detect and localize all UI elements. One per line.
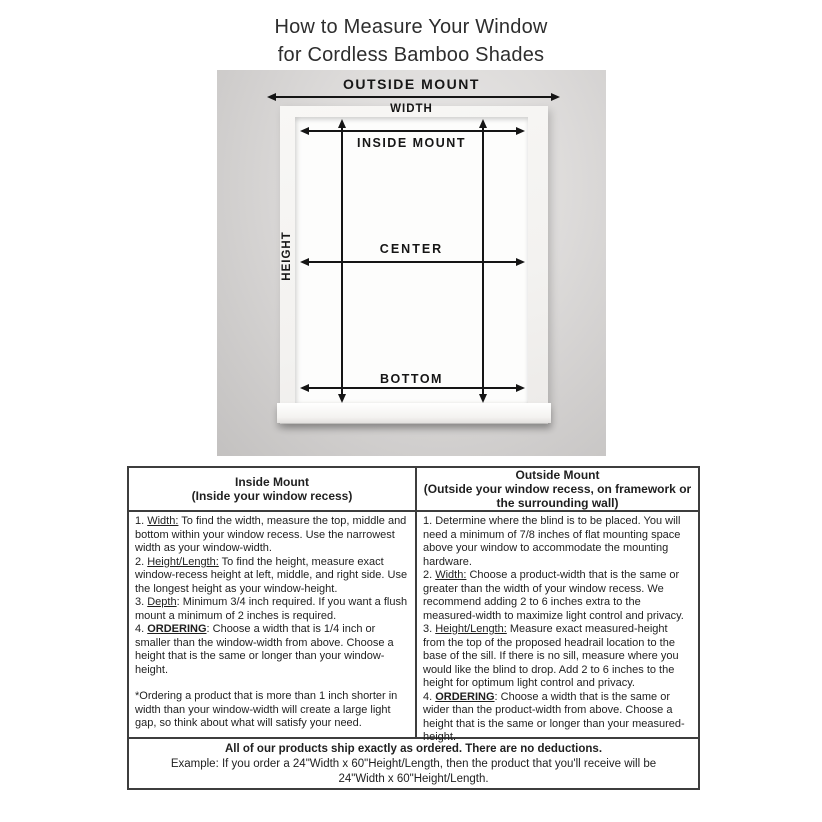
footer-bold-line: All of our products ship exactly as ordered. There are no deductions. (224, 743, 603, 755)
inside-mount-header (129, 468, 417, 510)
instruction-term: ORDERING (147, 623, 207, 635)
instruction-item: 3. Depth: Minimum 3/4 inch required. If you want a flush mount a minimum of 2 inches is required. (135, 596, 408, 622)
outside-mount-instructions (423, 515, 692, 745)
arrowhead-down-icon (479, 394, 487, 403)
outside-mount-header (417, 468, 698, 510)
inside-mount-instructions (135, 515, 409, 677)
outside-mount-header-sub: (Outside your window recess, on framework or the surrounding wall) (423, 482, 692, 510)
inside-mount-label: INSIDE MOUNT (357, 136, 466, 150)
instruction-item: 1. Determine where the blind is to be placed. You will need a minimum of 7/8 inches of flat mounting space above your window to accommodate the mounting hardware. (423, 515, 681, 568)
instruction-item: 3. Height/Length: Measure exact measured-height from the top of the proposed headrail location to the base of the sill. If there is no sill, measure where you would like the blind to drop. Add 2 to 6 inches to the height for optimum light control and privacy. (423, 623, 679, 689)
inside-mount-header-sub: (Inside your window recess) (191, 489, 353, 503)
arrow-shaft (276, 96, 551, 98)
window-photo (217, 70, 606, 456)
arrow-shaft (309, 261, 516, 263)
arrowhead-down-icon (338, 394, 346, 403)
instruction-term: Width: (147, 515, 179, 527)
footer-example-line1: Example: If you order a 24"Width x 60"Height/Length, then the product that you'll receive will be (170, 758, 657, 770)
outside-mount-cell (417, 512, 698, 743)
instruction-term: Height/Length: (147, 555, 219, 568)
inside-mount-header-title: Inside Mount (235, 475, 309, 489)
arrowhead-left-icon (300, 127, 309, 135)
width-label: WIDTH (390, 103, 433, 115)
instruction-item: 2. Height/Length: To find the height, measure exact window-recess height at left, middle, and right side. Use the longest height as your window-height. (135, 555, 408, 595)
instruction-item: 2. Width: Choose a product-width that is the same or greater than the width of your window recess. We recommend adding 2 to 6 inches extra to the measured-width to maximize light control and privacy. (423, 569, 684, 622)
instruction-term: ORDERING (435, 690, 495, 703)
table-footer-row (129, 739, 698, 788)
table-header-row (129, 468, 698, 512)
instruction-item: 4. ORDERING: Choose a width that is 1/4 inch or smaller than the window-width from above. Choose a height that is the same or longer than your window-height. (135, 623, 394, 676)
page-title (0, 13, 822, 69)
ordering-note: *Ordering a product that is more than 1 inch shorter in width than your window-width will create a large light gap, so think about what will satisfy your need. (135, 690, 398, 729)
instruction-term: Depth (147, 596, 177, 608)
arrowhead-left-icon (267, 93, 276, 101)
arrowhead-left-icon (300, 384, 309, 392)
instruction-item: 4. ORDERING: Choose a width that is the same or wider than the product-width from above. Choose a height that is the same or longer than your measured-height. (423, 690, 685, 743)
instruction-item: 1. Width: To find the width, measure the top, middle and bottom within your window recess. Use the narrowest width as your window-width. (135, 515, 407, 554)
center-label: CENTER (379, 242, 444, 256)
measurement-table (127, 466, 700, 790)
outside-mount-header-title: Outside Mount (515, 468, 600, 482)
inside-mount-cell (129, 512, 417, 737)
center-arrow (300, 258, 525, 266)
arrowhead-right-icon (516, 127, 525, 135)
arrowhead-right-icon (516, 384, 525, 392)
arrowhead-right-icon (551, 93, 560, 101)
window-sill (277, 403, 551, 423)
arrow-shaft (309, 387, 516, 389)
outside-mount-label: OUTSIDE MOUNT (343, 76, 480, 92)
table-body-row (129, 512, 698, 743)
bottom-label: BOTTOM (380, 372, 443, 386)
outside-mount-arrow (267, 93, 560, 101)
arrowhead-up-icon (479, 119, 487, 128)
arrowhead-left-icon (300, 258, 309, 266)
footer-example-line2: 24"Width x 60"Height/Length. (338, 773, 489, 785)
arrowhead-up-icon (338, 119, 346, 128)
inside-mount-arrow (300, 127, 525, 135)
bottom-arrow (300, 384, 525, 392)
instruction-term: Height/Length: (435, 623, 507, 635)
page-title-line1: How to Measure Your Window (274, 16, 548, 38)
page-title-line2: for Cordless Bamboo Shades (277, 44, 545, 66)
instruction-term: Width: (435, 569, 467, 581)
arrowhead-right-icon (516, 258, 525, 266)
height-label: HEIGHT (281, 231, 293, 281)
